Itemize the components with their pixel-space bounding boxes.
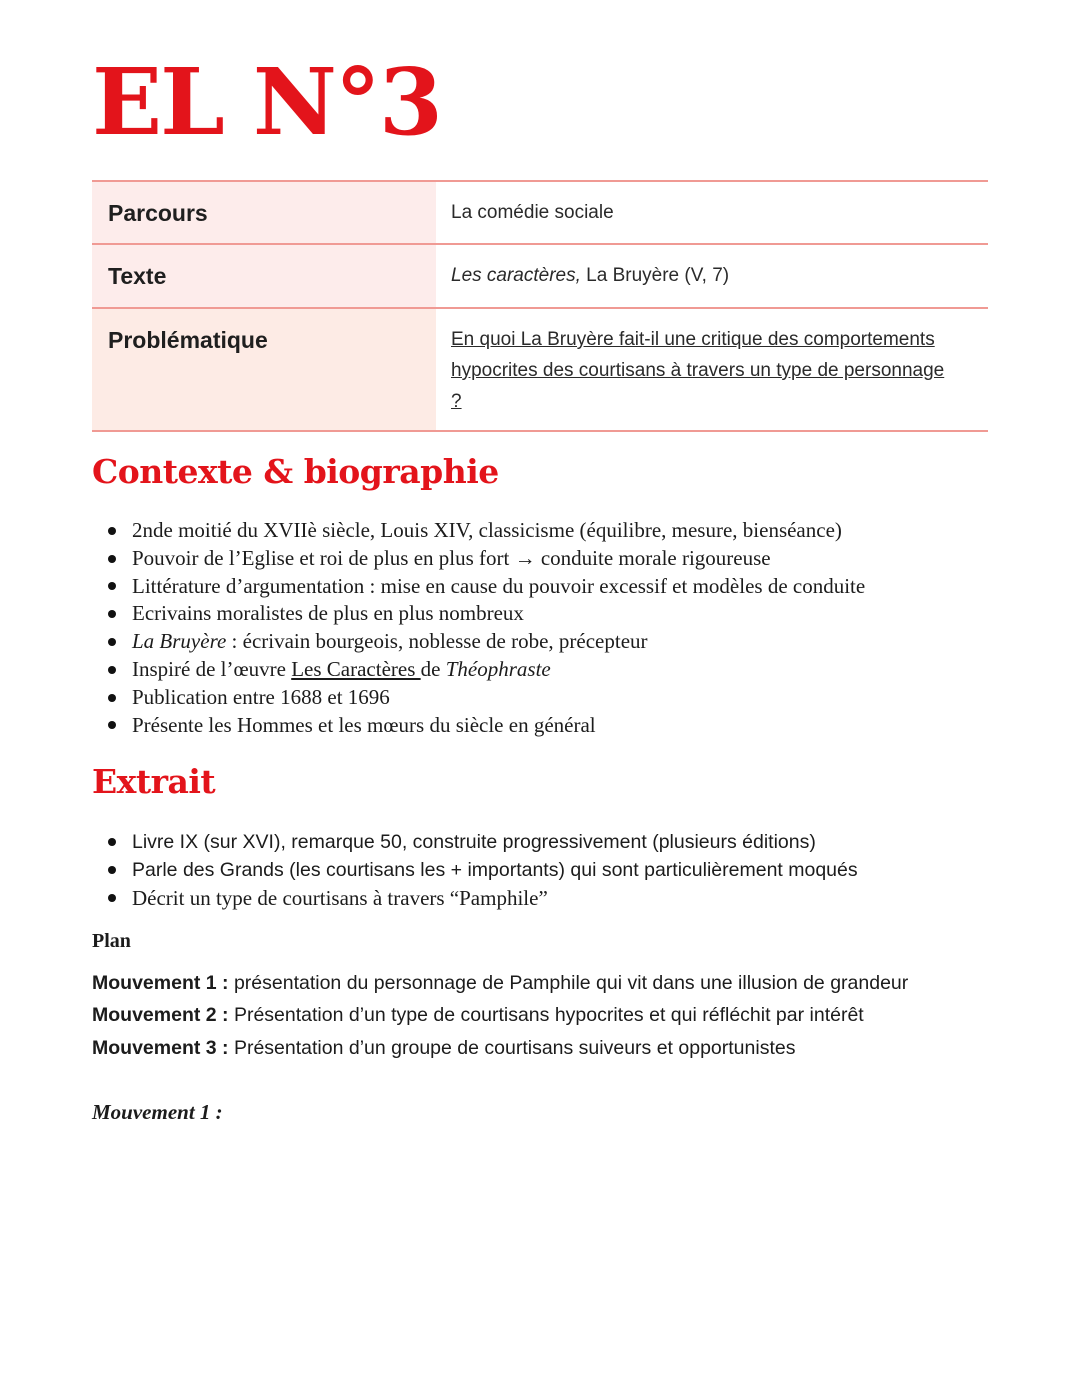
movement-line-1 [92, 972, 908, 995]
list-item: 2nde moitié du XVIIè siècle, Louis XIV, classicisme (équilibre, mesure, bienséance) [132, 517, 865, 545]
list-item [132, 656, 865, 684]
inspired-mid: de [420, 656, 446, 681]
page-title: EL N°3 [92, 48, 441, 156]
author-desc: : écrivain bourgeois, noblesse de robe, précepteur [226, 629, 648, 654]
theophraste-name: Théophraste [445, 656, 551, 681]
movement-1-heading: Mouvement 1 : [92, 1100, 223, 1124]
table-key-texte: Texte [92, 244, 436, 308]
context-heading: Contexte & biographie [92, 452, 499, 491]
list-item: Littérature d’argumentation : mise en cause du pouvoir excessif et modèles de conduite [132, 573, 865, 601]
list-item [132, 628, 865, 656]
list-item: Livre IX (sur XVI), remarque 50, construite progressivement (plusieurs éditions) [132, 828, 858, 856]
extrait-list [92, 828, 858, 912]
plan-label: Plan [92, 930, 131, 952]
movement-text: Présentation d’un type de courtisans hypocrites et qui réfléchit par intérêt [228, 1004, 864, 1026]
author-name: La Bruyère [132, 629, 227, 654]
table-value-problematique [436, 308, 988, 431]
table-row-texte [92, 244, 988, 308]
table-key-parcours: Parcours [92, 181, 436, 244]
problematique-text: En quoi La Bruyère fait-il une critique des comportements hypocrites des courtisans à travers un type de personnage ? [451, 329, 945, 412]
movement-label: Mouvement 1 : [92, 972, 229, 994]
movement-text: présentation du personnage de Pamphile qui vit dans une illusion de grandeur [228, 972, 909, 994]
text-title-italic: Les caractères, [451, 265, 581, 286]
work-title: Les Caractères [291, 656, 421, 681]
movement-line-3 [92, 1037, 795, 1060]
movement-label: Mouvement 2 : [92, 1004, 229, 1026]
table-value-parcours: La comédie sociale [436, 181, 988, 244]
list-item: Ecrivains moralistes de plus en plus nombreux [132, 600, 865, 628]
text-author: La Bruyère (V, 7) [580, 265, 730, 286]
list-item: Présente les Hommes et les mœurs du siècle en général [132, 712, 865, 740]
table-key-problematique: Problématique [92, 308, 436, 431]
info-table [92, 180, 988, 432]
table-row-parcours [92, 181, 988, 244]
context-list [92, 517, 865, 739]
inspired-text: Inspiré de l’œuvre [132, 656, 292, 681]
table-value-texte [436, 244, 988, 308]
movement-label: Mouvement 3 : [92, 1037, 229, 1059]
list-item: Pouvoir de l’Eglise et roi de plus en plus fort → conduite morale rigoureuse [132, 545, 865, 573]
list-item: Publication entre 1688 et 1696 [132, 684, 865, 712]
extrait-heading: Extrait [92, 762, 216, 801]
list-item: Parle des Grands (les courtisans les + importants) qui sont particulièrement moqués [132, 856, 858, 884]
table-row-problematique [92, 308, 988, 431]
movement-line-2 [92, 1004, 864, 1027]
list-item: Décrit un type de courtisans à travers “Pamphile” [132, 884, 858, 912]
movement-text: Présentation d’un groupe de courtisans suiveurs et opportunistes [228, 1037, 796, 1059]
